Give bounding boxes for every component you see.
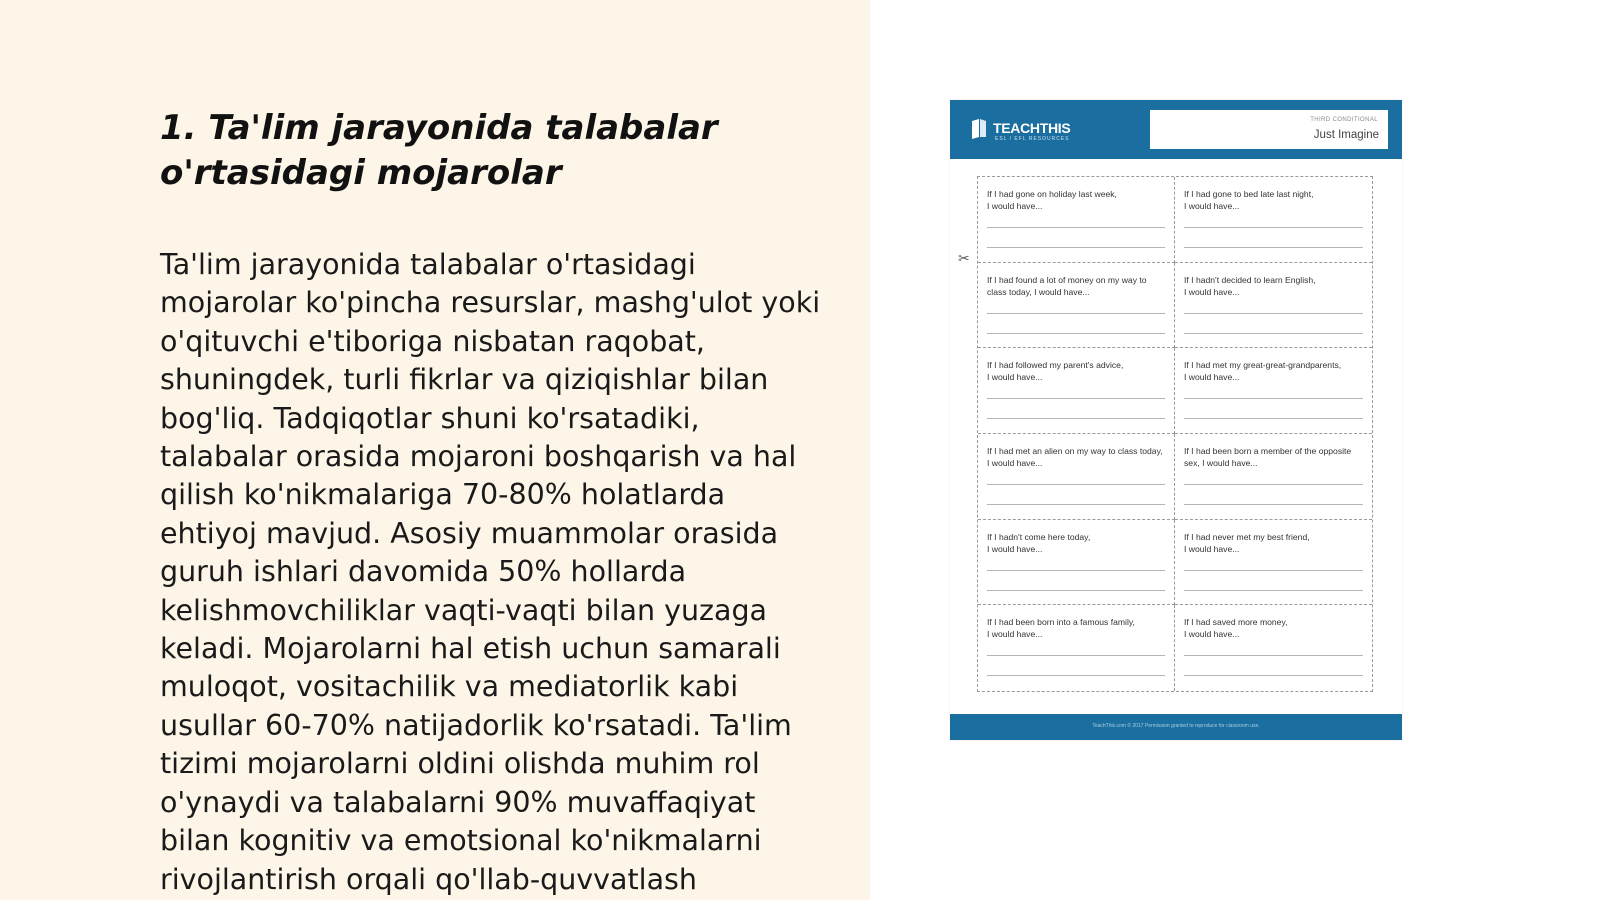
worksheet-card bbox=[1175, 520, 1372, 606]
slide-title: 1. Ta'lim jarayonida talabalar o'rtasidagi mojarolar bbox=[160, 108, 718, 193]
worksheet-topic: THIRD CONDITIONAL bbox=[1310, 117, 1378, 123]
book-icon bbox=[970, 117, 988, 139]
card-prompt: If I hadn't decided to learn English, I would have... bbox=[1184, 274, 1316, 297]
card-prompt: If I hadn't come here today, I would have... bbox=[987, 531, 1091, 554]
worksheet-card bbox=[978, 434, 1175, 520]
worksheet-title-box bbox=[1150, 110, 1388, 149]
scissors-icon: ✂ bbox=[958, 251, 970, 267]
worksheet-name: Just Imagine bbox=[1313, 129, 1379, 141]
card-prompt: If I had met an alien on my way to class today, I would have... bbox=[987, 445, 1163, 468]
worksheet-card bbox=[978, 605, 1175, 691]
logo-text: TEACHTHIS bbox=[993, 120, 1071, 136]
worksheet-footer bbox=[950, 714, 1402, 740]
worksheet-card bbox=[1175, 177, 1372, 263]
worksheet-card bbox=[978, 348, 1175, 434]
card-prompt: If I had followed my parent's advice, I would have... bbox=[987, 360, 1124, 383]
worksheet-card bbox=[978, 520, 1175, 606]
slide-body-text: Ta'lim jarayonida talabalar o'rtasidagi mojarolar ko'pincha resurslar, mashg'ulot yoki o'qituvchi e'tiboriga nisbatan raqobat, shuningdek, turli fikrlar va qiziqishlar bilan bog'liq. Tadqiqotlar shuni ko'rsatadiki, talabalar orasida mojaroni boshqarish va hal qilish ko'nikmalariga 70-80% holatlarda ehtiyoj mavjud. Asosiy muammolar orasida guruh ishlari davomida 50% hollarda kelishmovchiliklar vaqti-vaqti bilan yuzaga keladi. Mojarolarni hal etish uchun samarali muloqot, vositachilik va mediatorlik kabi usullar 60-70% natijadorlik ko'rsatadi. Ta'lim tizimi mojarolarni oldini olishda muhim rol o'ynaydi va talabalarni 90% muvaffaqiyat bilan kognitiv va emotsional ko'nikmalarni rivojlantirish orqali qo'llab-quvvatlash bbox=[160, 248, 821, 896]
card-prompt: If I had been born into a famous family, I would have... bbox=[987, 617, 1135, 640]
worksheet-header bbox=[950, 100, 1402, 159]
worksheet-footer-text: TeachThis.com © 2017 Permission granted to reproduce for classroom use. bbox=[1092, 723, 1260, 729]
card-prompt: If I had gone to bed late last night, I would have... bbox=[1184, 189, 1314, 211]
worksheet-card-grid bbox=[977, 176, 1373, 692]
card-prompt: If I had met my great-great-grandparents, I would have... bbox=[1184, 360, 1342, 383]
worksheet-card bbox=[1175, 348, 1372, 434]
card-prompt: If I had saved more money, I would have... bbox=[1184, 617, 1288, 640]
card-prompt: If I had found a lot of money on my way to class today, I would have... bbox=[987, 274, 1147, 297]
worksheet-card bbox=[1175, 263, 1372, 349]
card-prompt: If I had never met my best friend, I would have... bbox=[1184, 531, 1310, 554]
card-prompt: If I had been born a member of the opposite sex, I would have... bbox=[1184, 445, 1352, 468]
worksheet-card bbox=[1175, 434, 1372, 520]
worksheet-card bbox=[978, 177, 1175, 263]
logo-subtitle: ESL / EFL RESOURCES bbox=[995, 136, 1070, 142]
card-prompt: If I had gone on holiday last week, I would have... bbox=[987, 189, 1117, 211]
worksheet-image bbox=[950, 100, 1402, 740]
worksheet-card bbox=[1175, 605, 1372, 691]
worksheet-card bbox=[978, 263, 1175, 349]
